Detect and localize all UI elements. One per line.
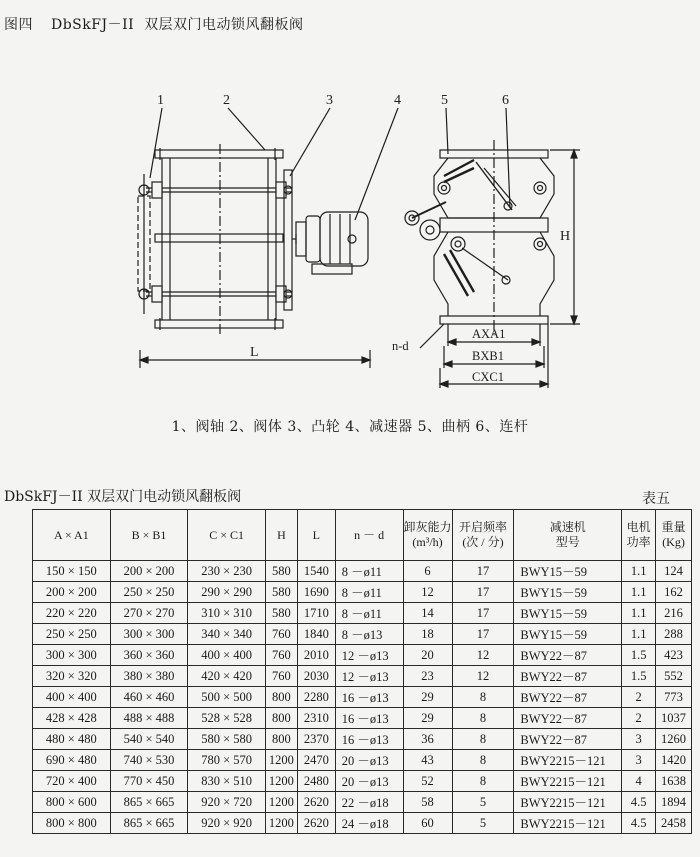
table-cell: 830 × 510 — [188, 771, 266, 792]
table-cell: BWY15－59 — [514, 624, 622, 645]
column-header-text: n － d — [354, 527, 385, 542]
column-header-text: B × B1 — [131, 527, 167, 542]
table-cell: 380 × 380 — [110, 666, 188, 687]
table-cell: 12 — [452, 645, 514, 666]
table-row — [33, 561, 692, 582]
table-cell: 780 × 570 — [188, 750, 266, 771]
column-header-text: A × A1 — [53, 527, 89, 542]
table-cell: BWY22－87 — [514, 687, 622, 708]
table-cell: 200 × 200 — [110, 561, 188, 582]
table-row — [33, 603, 692, 624]
table-cell: 2 — [622, 687, 656, 708]
column-header-text: 功率 — [626, 535, 651, 549]
callout-5: 5 — [441, 93, 448, 108]
table-cell: BWY22－87 — [514, 666, 622, 687]
side-view — [138, 108, 398, 368]
table-cell: 800 — [265, 708, 297, 729]
table-cell: 1840 — [297, 624, 335, 645]
table-row — [33, 582, 692, 603]
table-cell: BWY22－87 — [514, 729, 622, 750]
dimension-n-d: n-d — [392, 339, 409, 353]
table-cell: 12 — [403, 582, 452, 603]
table-cell: 1.5 — [622, 666, 656, 687]
table-cell: 216 — [656, 603, 692, 624]
column-header-text: H — [277, 527, 286, 542]
table-cell: 1200 — [265, 792, 297, 813]
table-cell: 428 × 428 — [33, 708, 111, 729]
table-cell: 800 — [265, 687, 297, 708]
table-cell: 17 — [452, 624, 514, 645]
table-cell: 865 × 665 — [110, 813, 188, 834]
table-cell: 400 × 400 — [188, 645, 266, 666]
table-cell: 8 — [452, 771, 514, 792]
table-cell: 740 × 530 — [110, 750, 188, 771]
column-header-text: C × C1 — [209, 527, 245, 542]
column-header — [110, 510, 188, 561]
table-cell: 20 －ø13 — [335, 771, 403, 792]
column-header-text: 开启频率 — [458, 520, 507, 534]
table-cell: 52 — [403, 771, 452, 792]
table-cell: 300 × 300 — [110, 624, 188, 645]
table-cell: 540 × 540 — [110, 729, 188, 750]
table-cell: 2280 — [297, 687, 335, 708]
table-cell: 1.1 — [622, 603, 656, 624]
table-cell: 29 — [403, 687, 452, 708]
table-cell: 12 －ø13 — [335, 645, 403, 666]
table-cell: 580 — [265, 603, 297, 624]
table-cell: 1.1 — [622, 624, 656, 645]
table-cell: 43 — [403, 750, 452, 771]
dimension-l: L — [250, 345, 259, 360]
table-cell: 8 －ø13 — [335, 624, 403, 645]
table-cell: 8 — [452, 729, 514, 750]
table-cell: 1.1 — [622, 561, 656, 582]
table-title: DbSkFJ－II 双层双门电动锁风翻板阀 — [4, 489, 242, 505]
column-header — [188, 510, 266, 561]
table-cell: 480 × 480 — [33, 729, 111, 750]
column-header — [514, 510, 622, 561]
table-cell: 12 －ø13 — [335, 666, 403, 687]
table-cell: 760 — [265, 624, 297, 645]
table-cell: 1420 — [656, 750, 692, 771]
table-cell: 1.1 — [622, 582, 656, 603]
table-cell: 2010 — [297, 645, 335, 666]
figure-name: 双层双门电动锁风翻板阀 — [144, 17, 304, 33]
table-cell: 162 — [656, 582, 692, 603]
table-cell: 580 × 580 — [188, 729, 266, 750]
table-cell: 8 －ø11 — [335, 561, 403, 582]
table-cell: BWY2215－121 — [514, 771, 622, 792]
table-cell: 2 — [622, 708, 656, 729]
table-cell: 400 × 400 — [33, 687, 111, 708]
table-row — [33, 624, 692, 645]
table-cell: 865 × 665 — [110, 792, 188, 813]
spec-table-body — [33, 561, 692, 834]
column-header-text: 卸灰能力 — [403, 520, 452, 534]
table-cell: 220 × 220 — [33, 603, 111, 624]
table-cell: 1037 — [656, 708, 692, 729]
table-cell: 18 — [403, 624, 452, 645]
front-view — [405, 108, 580, 388]
table-cell: 12 — [452, 666, 514, 687]
table-row — [33, 750, 692, 771]
table-cell: 16 －ø13 — [335, 729, 403, 750]
table-cell: 2310 — [297, 708, 335, 729]
table-cell: 760 — [265, 645, 297, 666]
table-cell: 920 × 720 — [188, 792, 266, 813]
table-row — [33, 687, 692, 708]
dimension-bxb1: BXB1 — [472, 349, 504, 363]
table-cell: 488 × 488 — [110, 708, 188, 729]
callout-2: 2 — [223, 93, 230, 108]
table-cell: 1638 — [656, 771, 692, 792]
table-cell: 200 × 200 — [33, 582, 111, 603]
table-cell: 290 × 290 — [188, 582, 266, 603]
table-cell: 3 — [622, 750, 656, 771]
table-row — [33, 645, 692, 666]
table-cell: 423 — [656, 645, 692, 666]
table-cell: 690 × 480 — [33, 750, 111, 771]
column-header-text: (Kg) — [662, 535, 685, 549]
table-cell: 250 × 250 — [110, 582, 188, 603]
table-cell: 420 × 420 — [188, 666, 266, 687]
table-cell: 270 × 270 — [110, 603, 188, 624]
table-cell: 552 — [656, 666, 692, 687]
table-cell: 800 — [265, 729, 297, 750]
column-header — [33, 510, 111, 561]
table-cell: 4.5 — [622, 792, 656, 813]
table-cell: 5 — [452, 792, 514, 813]
column-header — [265, 510, 297, 561]
table-cell: 2458 — [656, 813, 692, 834]
column-header — [452, 510, 514, 561]
table-cell: 3 — [622, 729, 656, 750]
table-row — [33, 813, 692, 834]
column-header-text: (次 / 分) — [462, 535, 504, 549]
table-cell: 8 — [452, 687, 514, 708]
header-row — [33, 510, 692, 561]
table-cell: 250 × 250 — [33, 624, 111, 645]
figure-title — [4, 14, 304, 34]
table-cell: 720 × 400 — [33, 771, 111, 792]
column-header — [403, 510, 452, 561]
column-header-text: (m³/h) — [412, 535, 443, 549]
figure-model: DbSkFJ－II — [51, 17, 135, 33]
figure-label: 图四 — [4, 17, 33, 33]
table-cell: 58 — [403, 792, 452, 813]
column-header-text: 重量 — [661, 520, 686, 534]
callout-3: 3 — [326, 93, 333, 108]
table-cell: 2480 — [297, 771, 335, 792]
table-cell: 6 — [403, 561, 452, 582]
column-header — [335, 510, 403, 561]
dimension-axa1: AXA1 — [472, 327, 506, 341]
table-row — [33, 708, 692, 729]
table-cell: 320 × 320 — [33, 666, 111, 687]
table-cell: BWY2215－121 — [514, 813, 622, 834]
column-header — [622, 510, 656, 561]
table-cell: 8 －ø11 — [335, 603, 403, 624]
table-cell: 8 －ø11 — [335, 582, 403, 603]
table-cell: BWY15－59 — [514, 582, 622, 603]
table-cell: 8 — [452, 750, 514, 771]
column-header — [656, 510, 692, 561]
table-cell: 310 × 310 — [188, 603, 266, 624]
table-cell: BWY15－59 — [514, 603, 622, 624]
table-cell: 124 — [656, 561, 692, 582]
table-cell: 8 — [452, 708, 514, 729]
callout-4: 4 — [394, 93, 401, 108]
table-cell: BWY22－87 — [514, 645, 622, 666]
table-cell: 17 — [452, 603, 514, 624]
table-cell: 2620 — [297, 813, 335, 834]
table-cell: 1200 — [265, 813, 297, 834]
spec-table — [32, 509, 692, 834]
table-cell: 340 × 340 — [188, 624, 266, 645]
spec-table-header — [33, 510, 692, 561]
table-cell: 17 — [452, 582, 514, 603]
table-cell: 14 — [403, 603, 452, 624]
table-row — [33, 729, 692, 750]
dimension-h: H — [560, 229, 571, 244]
table-cell: 773 — [656, 687, 692, 708]
table-cell: 800 × 600 — [33, 792, 111, 813]
table-cell: 800 × 800 — [33, 813, 111, 834]
table-cell: 16 －ø13 — [335, 708, 403, 729]
table-cell: 580 — [265, 582, 297, 603]
table-cell: 17 — [452, 561, 514, 582]
table-cell: 1690 — [297, 582, 335, 603]
table-cell: 1710 — [297, 603, 335, 624]
table-cell: BWY22－87 — [514, 708, 622, 729]
table-cell: 4.5 — [622, 813, 656, 834]
table-cell: 1.5 — [622, 645, 656, 666]
table-cell: BWY2215－121 — [514, 792, 622, 813]
table-cell: 528 × 528 — [188, 708, 266, 729]
table-cell: 920 × 920 — [188, 813, 266, 834]
column-header-text: 型号 — [555, 535, 580, 549]
table-cell: 20 — [403, 645, 452, 666]
table-cell: BWY2215－121 — [514, 750, 622, 771]
table-cell: 20 －ø13 — [335, 750, 403, 771]
table-cell: 1200 — [265, 750, 297, 771]
column-header — [297, 510, 335, 561]
table-cell: 1540 — [297, 561, 335, 582]
table-row — [33, 771, 692, 792]
table-cell: 2370 — [297, 729, 335, 750]
table-cell: 2620 — [297, 792, 335, 813]
table-cell: 5 — [452, 813, 514, 834]
table-cell: 360 × 360 — [110, 645, 188, 666]
table-cell: 760 — [265, 666, 297, 687]
table-row — [33, 792, 692, 813]
table-cell: 230 × 230 — [188, 561, 266, 582]
valve-technical-drawing — [0, 84, 700, 396]
figure-caption: 1、阀轴 2、阀体 3、凸轮 4、减速器 5、曲柄 6、连杆 — [171, 419, 529, 435]
callout-6: 6 — [502, 93, 509, 108]
column-header-text: 减速机 — [549, 520, 586, 534]
table-cell: 1260 — [656, 729, 692, 750]
table-cell: 2030 — [297, 666, 335, 687]
table-cell: 4 — [622, 771, 656, 792]
table-cell: 150 × 150 — [33, 561, 111, 582]
table-cell: 460 × 460 — [110, 687, 188, 708]
table-cell: BWY15－59 — [514, 561, 622, 582]
table-number: 表五 — [642, 491, 670, 507]
table-cell: 580 — [265, 561, 297, 582]
callout-1: 1 — [157, 93, 164, 108]
column-header-text: L — [312, 527, 320, 542]
table-cell: 22 －ø18 — [335, 792, 403, 813]
table-cell: 2470 — [297, 750, 335, 771]
table-cell: 500 × 500 — [188, 687, 266, 708]
table-cell: 300 × 300 — [33, 645, 111, 666]
table-cell: 16 －ø13 — [335, 687, 403, 708]
dimension-cxc1: CXC1 — [472, 370, 504, 384]
column-header-text: 电机 — [626, 520, 651, 534]
table-cell: 1894 — [656, 792, 692, 813]
table-cell: 770 × 450 — [110, 771, 188, 792]
table-row — [33, 666, 692, 687]
table-cell: 29 — [403, 708, 452, 729]
table-cell: 60 — [403, 813, 452, 834]
table-cell: 23 — [403, 666, 452, 687]
table-cell: 288 — [656, 624, 692, 645]
table-cell: 36 — [403, 729, 452, 750]
table-cell: 1200 — [265, 771, 297, 792]
table-cell: 24 －ø18 — [335, 813, 403, 834]
